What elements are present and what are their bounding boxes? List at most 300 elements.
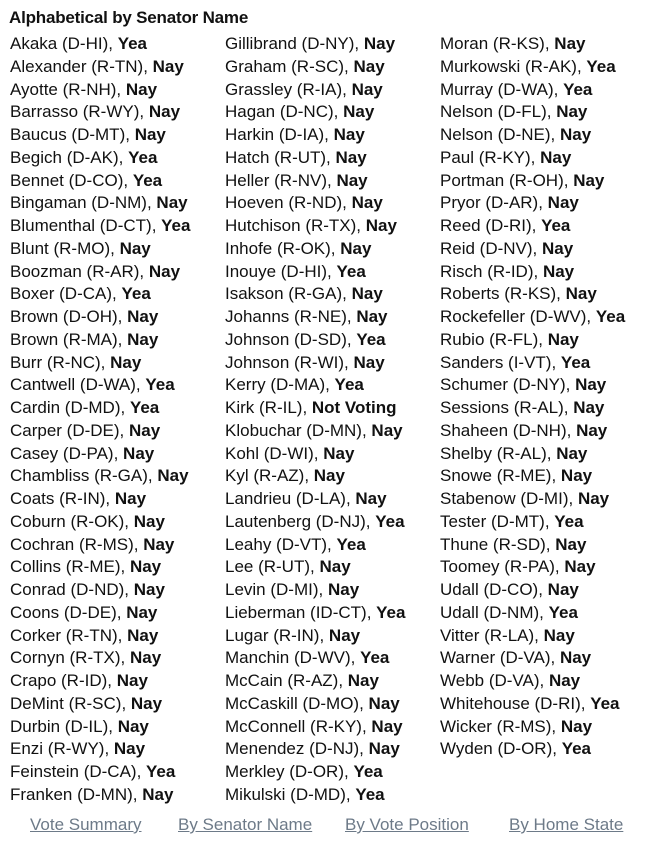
vote-position: Nay [152,56,184,76]
vote-position: Nay [368,739,400,759]
senator-entry [225,465,405,488]
senator-entry [10,79,190,102]
senator-name: Ayotte (R-NH), [10,79,126,99]
senator-entry [10,101,190,124]
vote-position: Yea [360,648,390,668]
senator-entry [225,147,405,170]
vote-position: Yea [128,147,158,167]
vote-position: Nay [119,238,151,258]
senator-name: Blumenthal (D-CT), [10,216,162,235]
section-heading: Alphabetical by Senator Name [9,8,249,27]
vote-position: Yea [355,784,385,804]
senator-name: Wicker (R-MS), [440,716,561,736]
senator-entry [225,56,405,79]
senator-entry [225,716,405,739]
senator-name: Hatch (R-UT), [225,147,336,167]
senator-name: Bennet (D-CO), [10,170,133,190]
senator-name: Lautenberg (D-NJ), [225,511,376,531]
vote-position: Yea [541,216,571,235]
senator-entry [10,374,190,397]
senator-entry [225,761,405,784]
senator-entry [440,261,625,284]
senator-entry [440,420,625,443]
senator-name: Chambliss (R-GA), [10,466,158,486]
senator-name: Enzi (R-WY), [10,739,114,759]
senator-entry [440,602,625,625]
senator-name: Wyden (D-OR), [440,739,562,759]
vote-position: Nay [127,625,159,645]
vote-position: Nay [134,125,166,144]
senator-name: Kyl (R-AZ), [225,466,314,486]
senator-entry [10,602,190,625]
vote-position: Nay [110,352,142,372]
senator-name: Johnson (R-WI), [225,352,354,372]
senator-name: Webb (D-VA), [440,671,549,690]
senator-name: Rockefeller (D-WV), [440,307,596,326]
senator-entry [225,602,405,625]
vote-position: Yea [121,284,151,304]
senator-name: Barrasso (R-WY), [10,102,149,122]
senator-entry [225,488,405,511]
vote-position: Nay [319,557,351,577]
senator-name: Menendez (D-NJ), [225,739,369,759]
vote-position: Nay [113,739,146,759]
senator-name: Udall (D-NM), [440,602,549,622]
vote-position: Nay [127,307,159,326]
vote-position: Yea [375,511,405,531]
vote-position: Nay [547,193,579,213]
vote-position: Nay [133,580,165,599]
vote-position: Nay [327,580,360,599]
vote-position: Yea [586,56,616,76]
senator-entry [440,647,625,670]
vote-position: Nay [575,375,607,395]
vote-position: Nay [543,625,575,645]
senator-entry [10,147,190,170]
senator-name: Begich (D-AK), [10,147,129,167]
senator-name: Lugar (R-IN), [225,625,329,645]
senator-entry [440,716,625,739]
senator-entry [10,170,190,193]
vote-position: Nay [542,238,574,258]
senator-name: Kohl (D-WI), [225,443,324,463]
senator-name: Snowe (R-ME), [440,466,561,486]
vote-position: Nay [123,443,155,463]
vote-position: Nay [129,557,162,577]
senator-entry [10,261,190,284]
senator-name: Collins (R-ME), [10,557,130,577]
vote-position: Nay [328,625,361,645]
vote-position: Nay [353,352,385,372]
senator-entry [10,352,190,375]
vote-position: Yea [563,79,593,99]
senator-name: Alexander (R-TN), [10,56,153,76]
senator-name: Johnson (D-SD), [225,329,357,349]
senator-entry [10,238,190,261]
vote-position: Yea [132,170,163,190]
senator-name: Mikulski (D-MD), [225,784,356,804]
senator-name: Manchin (D-WV), [225,648,361,668]
vote-position: Not Voting [311,398,397,417]
vote-position: Nay [573,398,605,417]
senator-name: Tester (D-MT), [440,511,555,531]
senator-entry [225,101,405,124]
senator-entry [225,283,405,306]
vote-position: Nay [559,125,592,144]
senator-name: Crapo (R-ID), [10,671,117,690]
senator-entry [440,579,625,602]
senator-name: Franken (D-MN), [10,784,143,804]
vote-position: Nay [323,443,355,463]
senator-name: Cornyn (R-TX), [10,648,130,668]
vote-position: Nay [340,238,372,258]
senator-name: Kerry (D-MA), [225,375,335,395]
senator-name: Coburn (R-OK), [10,511,134,531]
senator-name: Isakson (R-GA), [225,284,352,304]
senator-name: Nelson (D-NE), [440,125,560,144]
senator-name: Coats (R-IN), [10,489,115,508]
senator-entry [225,511,405,534]
senator-entry [10,329,190,352]
vote-position: Yea [554,511,584,531]
senator-name: Rubio (R-FL), [440,329,548,349]
senator-entry [440,374,625,397]
senator-entry [10,738,190,761]
senator-entry [225,352,405,375]
vote-position: Nay [148,102,181,122]
senator-entry [440,397,625,420]
by-senator-name-link[interactable]: By Senator Name [178,815,313,834]
senator-name: Casey (D-PA), [10,443,124,463]
vote-position: Yea [146,762,176,781]
vote-position: Nay [333,125,365,144]
senator-entry [10,693,190,716]
senator-entry [10,761,190,784]
vote-position: Nay [356,307,388,326]
vote-position: Nay [576,420,608,440]
vote-position: Nay [540,147,572,167]
vote-position: Nay [542,261,575,281]
senator-entry [225,693,405,716]
senator-name: Stabenow (D-MI), [440,489,578,508]
senator-entry [225,261,405,284]
senator-entry [10,215,190,238]
senator-name: Brown (R-MA), [10,329,128,349]
senator-entry [10,511,190,534]
senator-name: Levin (D-MI), [225,580,328,599]
senator-entry [440,511,625,534]
senator-name: Cantwell (D-WA), [10,375,146,395]
senator-name: Gillibrand (D-NY), [225,34,364,53]
senator-name: Sanders (I-VT), [440,352,561,372]
senator-name: Hutchison (R-TX), [225,216,366,235]
senator-entry [225,784,405,807]
senator-name: Vitter (R-LA), [440,625,544,645]
senator-name: Whitehouse (D-RI), [440,693,591,713]
senator-name: Portman (R-OH), [440,170,574,190]
vote-position: Nay [133,511,165,531]
vote-position: Nay [148,261,181,281]
vote-position: Nay [143,534,175,554]
senator-name: Harkin (D-IA), [225,125,334,144]
senator-name: McConnell (R-KY), [225,716,372,736]
vote-position: Nay [142,784,174,804]
senator-name: Hoeven (R-ND), [225,193,352,213]
senator-name: Conrad (D-ND), [10,580,134,599]
senator-name: Coons (D-DE), [10,602,127,622]
senator-entry [10,465,190,488]
senator-column-3 [440,33,625,761]
senator-entry [225,238,405,261]
senator-name: Shelby (R-AL), [440,443,557,463]
senator-entry [10,488,190,511]
senator-entry [225,647,405,670]
vote-position: Nay [116,671,148,690]
senator-entry [440,192,625,215]
senator-entry [225,625,405,648]
senator-entry [225,374,405,397]
senator-entry [440,238,625,261]
vote-position: Yea [336,261,366,281]
senator-name: Udall (D-CO), [440,580,548,599]
senator-entry [440,56,625,79]
senator-name: Schumer (D-NY), [440,375,576,395]
vote-position: Nay [343,102,375,122]
vote-position: Nay [351,79,383,99]
vote-position: Yea [548,602,578,622]
senator-entry [10,443,190,466]
senator-name: Boozman (R-AR), [10,261,149,281]
senator-entry [225,420,405,443]
senator-name: Reid (D-NV), [440,238,543,258]
senator-name: Reed (D-RI), [440,216,542,235]
senator-name: Lieberman (ID-CT), [225,602,377,622]
vote-position: Nay [156,193,188,213]
vote-position: Nay [114,489,147,508]
vote-position: Nay [577,489,610,508]
senator-name: Boxer (D-CA), [10,284,122,304]
senator-entry [10,579,190,602]
vote-position: Yea [376,602,406,622]
senator-column-1 [10,33,190,807]
senator-entry [10,670,190,693]
senator-entry [440,534,625,557]
senator-entry [440,33,625,56]
senator-name: Durbin (D-IL), [10,716,118,736]
senator-entry [10,124,190,147]
senator-name: Paul (R-KY), [440,147,541,167]
senator-name: Inhofe (R-OK), [225,238,341,258]
senator-entry [440,329,625,352]
senator-name: Leahy (D-VT), [225,534,337,554]
vote-position: Yea [353,762,383,781]
senator-entry [440,170,625,193]
senator-name: Blunt (R-MO), [10,238,120,258]
senator-name: McCaskill (D-MO), [225,693,369,713]
senator-name: Baucus (D-MT), [10,125,135,144]
senator-entry [440,79,625,102]
vote-position: Nay [556,443,588,463]
vote-position: Nay [336,170,368,190]
senator-entry [225,124,405,147]
vote-position: Nay [365,216,397,235]
senator-entry [440,625,625,648]
senator-entry [440,738,625,761]
senator-entry [225,670,405,693]
vote-position: Nay [157,466,189,486]
senator-entry [225,306,405,329]
senator-name: Corker (R-TN), [10,625,128,645]
vote-position: Nay [335,147,367,167]
senator-entry [440,488,625,511]
senator-entry [10,420,190,443]
vote-position: Nay [560,466,593,486]
senator-entry [440,306,625,329]
senator-entry [225,579,405,602]
vote-position: Nay [547,580,579,599]
senator-name: Hagan (D-NC), [225,102,344,122]
by-home-state-link[interactable]: By Home State [509,815,624,834]
vote-position: Yea [356,329,386,349]
senator-entry [10,625,190,648]
senator-entry [225,215,405,238]
senator-entry [10,534,190,557]
senator-name: Carper (D-DE), [10,420,130,440]
vote-position: Nay [126,602,158,622]
vote-position: Yea [595,307,626,326]
vote-position: Nay [125,79,158,99]
senator-entry [440,465,625,488]
senator-entry [225,443,405,466]
senator-entry [440,124,625,147]
senator-name: Murray (D-WA), [440,79,564,99]
vote-position: Nay [368,693,400,713]
senator-name: Grassley (R-IA), [225,79,352,99]
senator-entry [10,556,190,579]
vote-position: Yea [336,534,366,554]
view-nav [0,815,648,839]
senator-name: Graham (R-SC), [225,56,354,76]
senator-name: Akaka (D-HI), [10,34,118,53]
vote-position: Yea [161,216,191,235]
vote-position: Nay [130,693,163,713]
vote-position: Nay [347,671,379,690]
senator-entry [440,147,625,170]
senator-name: Burr (R-NC), [10,352,111,372]
vote-position: Nay [353,56,385,76]
senator-entry [225,170,405,193]
senator-entry [10,647,190,670]
senator-entry [225,534,405,557]
vote-position: Nay [127,329,159,349]
senator-entry [225,738,405,761]
senator-name: Brown (D-OH), [10,307,128,326]
senator-name: DeMint (R-SC), [10,693,131,713]
senator-name: Johanns (R-NE), [225,307,357,326]
senator-name: Warner (D-VA), [440,648,560,668]
senator-name: Bingaman (D-NM), [10,193,157,213]
senator-name: Inouye (D-HI), [225,261,337,281]
senator-name: Cochran (R-MS), [10,534,144,554]
vote-position: Nay [556,102,588,122]
senator-name: Shaheen (D-NH), [440,420,577,440]
vote-position: Yea [560,352,591,372]
senator-entry [440,101,625,124]
by-vote-position-link[interactable]: By Vote Position [345,815,469,834]
vote-position: Nay [363,34,396,53]
senator-entry [440,215,625,238]
vote-position: Yea [145,375,175,395]
vote-position: Nay [548,671,581,690]
senator-entry [440,556,625,579]
senator-name: Thune (R-SD), [440,534,556,554]
senator-entry [10,283,190,306]
senator-entry [225,329,405,352]
senator-entry [10,192,190,215]
senator-name: Kirk (R-IL), [225,398,312,417]
vote-position: Nay [547,329,579,349]
vote-position: Yea [561,739,592,759]
vote-position: Nay [129,420,161,440]
senator-name: Klobuchar (D-MN), [225,420,372,440]
vote-position: Nay [565,284,597,304]
senator-name: Risch (R-ID), [440,261,543,281]
vote-position: Nay [129,648,162,668]
senator-entry [440,352,625,375]
senator-name: Cardin (D-MD), [10,398,130,417]
senator-entry [440,283,625,306]
senator-entry [10,306,190,329]
senator-entry [10,716,190,739]
senator-name: Sessions (R-AL), [440,398,574,417]
senator-entry [10,33,190,56]
vote-position: Yea [129,398,160,417]
vote-position: Nay [117,716,149,736]
senator-entry [225,79,405,102]
vote-summary-link[interactable]: Vote Summary [30,815,142,834]
vote-position: Nay [313,466,345,486]
senator-name: Nelson (D-FL), [440,102,557,122]
vote-position: Nay [564,557,596,577]
vote-position: Yea [334,375,364,395]
vote-position: Yea [117,34,147,53]
senator-entry [10,784,190,807]
senator-name: Pryor (D-AR), [440,193,548,213]
senator-name: McCain (R-AZ), [225,671,348,690]
vote-position: Nay [573,170,605,190]
senator-entry [10,56,190,79]
senator-name: Roberts (R-KS), [440,284,566,304]
vote-position: Yea [590,693,620,713]
vote-position: Nay [355,489,387,508]
vote-position: Nay [351,193,383,213]
senator-name: Heller (R-NV), [225,170,337,190]
senator-entry [440,443,625,466]
senator-entry [225,397,405,420]
vote-position: Nay [371,420,403,440]
senator-name: Moran (R-KS), [440,34,555,53]
vote-position: Nay [560,716,593,736]
vote-position: Nay [555,534,587,554]
vote-position: Nay [351,284,383,304]
vote-position: Nay [559,648,592,668]
senator-entry [225,192,405,215]
senator-entry [10,397,190,420]
senator-entry [225,556,405,579]
senator-entry [225,33,405,56]
vote-position: Nay [554,34,586,53]
vote-position: Nay [371,716,403,736]
